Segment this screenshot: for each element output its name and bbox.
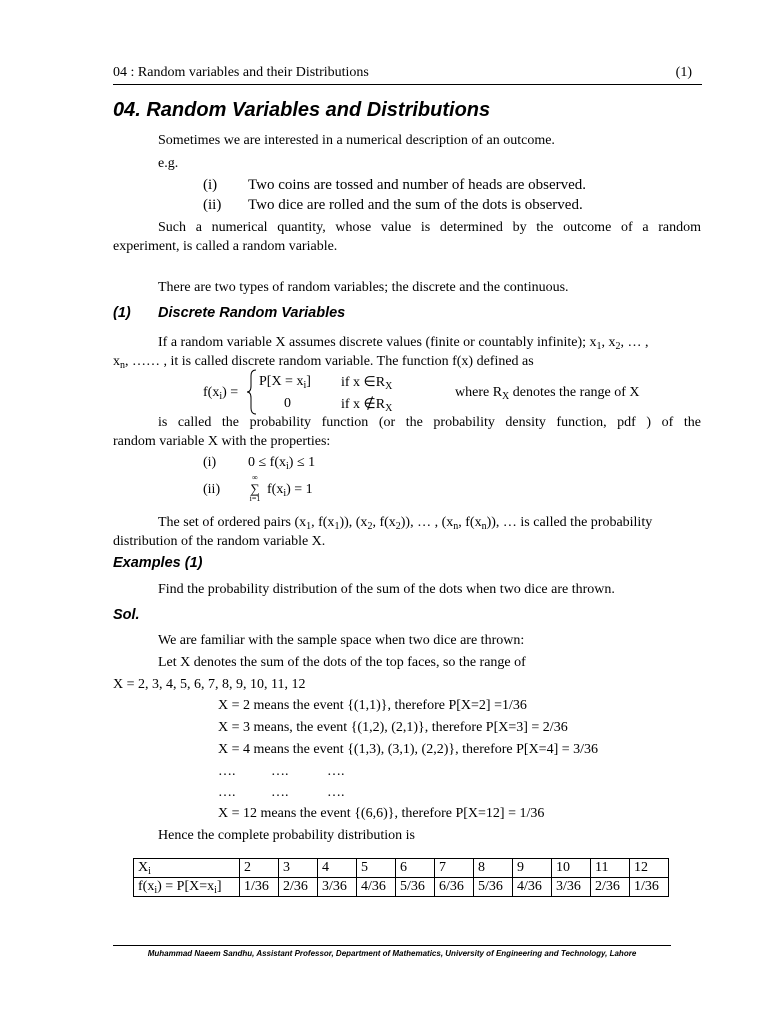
table-cell: 4: [318, 859, 357, 878]
ordered-pairs-sentence: [113, 513, 701, 551]
table-cell: 7: [435, 859, 474, 878]
sum-lower-limit: i=1: [249, 494, 261, 503]
table-cell: 3/36: [318, 878, 357, 897]
table-cell: 1/36: [240, 878, 279, 897]
solution-line-2: Let X denotes the sum of the dots of the top faces, so the range of: [158, 655, 526, 670]
page-footer: Muhammad Naeem Sandhu, Assistant Professor, Department of Mathematics, University of Engineering and Technology, Lahore: [113, 945, 671, 958]
page-title: 04. Random Variables and Distributions: [113, 99, 491, 121]
property-1-number: (i): [203, 455, 217, 470]
table-cell: 4/36: [357, 878, 396, 897]
table-cell: 3/36: [552, 878, 591, 897]
range-of-x: X = 2, 3, 4, 5, 6, 7, 8, 9, 10, 11, 12: [113, 677, 306, 692]
event-x-2: X = 2 means the event {(1,1)}, therefore P[X=2] =1/36: [218, 698, 527, 713]
sum-upper-limit: ∞: [252, 473, 258, 482]
table-cell: 1/36: [630, 878, 669, 897]
ellipsis: ….: [327, 764, 345, 779]
definition-line-1: Such a numerical quantity, whose value is determined by the outcome of a random: [158, 220, 701, 235]
pairs-line-1: The set of ordered pairs ($x_1$, $f(x_1)$), ($x_2$, $f(x_2)$), … , ($x_n$, $f(x_n)$), … is called the probability: [158, 515, 653, 532]
table-cell: 12: [630, 859, 669, 878]
ellipsis: ….: [218, 785, 236, 800]
table-cell: 10: [552, 859, 591, 878]
table-cell: 5: [357, 859, 396, 878]
solution-heading: Sol.: [113, 607, 140, 623]
pairs-line-2: distribution of the random variable X.: [113, 534, 326, 549]
event-x-4: X = 4 means the event {(1,3), (3,1), (2,2)}, therefore P[X=4] = 3/36: [218, 742, 599, 757]
property-2-number: (ii): [203, 482, 221, 497]
example-item-2-number: (ii): [203, 197, 222, 213]
table-cell: 2: [240, 859, 279, 878]
eg-label: e.g.: [158, 156, 179, 171]
table-cell: 3: [279, 859, 318, 878]
table-cell: 5/36: [396, 878, 435, 897]
table-cell: 6/36: [435, 878, 474, 897]
table-cell: 5/36: [474, 878, 513, 897]
case-2-value: 0: [284, 396, 291, 411]
table-cell: 9: [513, 859, 552, 878]
event-x-12: X = 12 means the event {(6,6)}, therefore P[X=12] = 1/36: [218, 806, 545, 821]
table-cell: 8: [474, 859, 513, 878]
ellipsis: ….: [218, 764, 236, 779]
section-1-number: (1): [113, 305, 131, 321]
case-1-value: $P[X = x_i]$: [259, 374, 311, 391]
left-brace: [246, 369, 258, 415]
example-question: Find the probability distribution of the sum of the dots when two dice are thrown.: [158, 582, 615, 597]
property-2: $f(x_i) = 1$: [267, 482, 313, 499]
table-row: [134, 859, 669, 878]
example-item-2-text: Two dice are rolled and the sum of the dots is observed.: [248, 197, 583, 213]
sum-symbol: ∑: [250, 481, 260, 496]
examples-heading: Examples (1): [113, 555, 203, 571]
table-cell: 2/36: [279, 878, 318, 897]
ellipsis: ….: [327, 785, 345, 800]
row-header-fx: $f(x_i) = P[X=x_i]$: [134, 878, 240, 897]
pf-line-2: random variable X with the properties:: [113, 434, 331, 449]
table-row: [134, 878, 669, 897]
table-cell: 6: [396, 859, 435, 878]
table-cell: 11: [591, 859, 630, 878]
definition-line-2: experiment, is called a random variable.: [113, 239, 338, 254]
header-chapter-title: 04 : Random variables and their Distributions: [113, 65, 369, 80]
ellipsis: ….: [271, 785, 289, 800]
row-header-x: $X_i$: [134, 859, 240, 878]
discrete-line-1: If a random variable X assumes discrete values (finite or countably infinite); $x_1$, $x_2$, … ,: [158, 335, 649, 352]
probability-function-sentence: [113, 413, 701, 451]
range-note: where $R_X$ denotes the range of X: [455, 385, 640, 402]
event-x-3: X = 3 means, the event {(1,2), (2,1)}, therefore P[X=3] = 2/36: [218, 720, 568, 735]
case-1-condition: if x $\in R_X$: [341, 375, 393, 392]
ellipsis: ….: [271, 764, 289, 779]
example-item-1-text: Two coins are tossed and number of heads are observed.: [248, 177, 587, 193]
case-2-condition: if x $\notin R_X$: [341, 397, 393, 414]
summation: [248, 474, 262, 503]
probability-distribution-table: [133, 858, 669, 897]
intro-sentence: Sometimes we are interested in a numerical description of an outcome.: [158, 133, 555, 148]
section-1-heading: Discrete Random Variables: [158, 305, 346, 321]
pf-line-1: is called the probability function (or the probability density function, pdf ) of the: [158, 415, 701, 430]
property-1: $0 \le f(x_i) \le 1$: [248, 455, 316, 472]
random-variable-definition: [113, 218, 701, 256]
formula-lhs: $f(x_i)$ =: [203, 385, 239, 402]
discrete-line-2: $x_n$, …… , it is called discrete random variable. The function f(x) defined as: [113, 354, 534, 371]
running-header: [113, 64, 702, 85]
header-page-number: (1): [675, 65, 692, 80]
example-item-1-number: (i): [203, 177, 218, 193]
table-cell: 4/36: [513, 878, 552, 897]
distribution-intro: Hence the complete probability distribution is: [158, 828, 415, 843]
discrete-definition: [113, 333, 701, 371]
table-cell: 2/36: [591, 878, 630, 897]
solution-line-1: We are familiar with the sample space when two dice are thrown:: [158, 633, 525, 648]
types-sentence: There are two types of random variables; the discrete and the continuous.: [158, 280, 569, 295]
